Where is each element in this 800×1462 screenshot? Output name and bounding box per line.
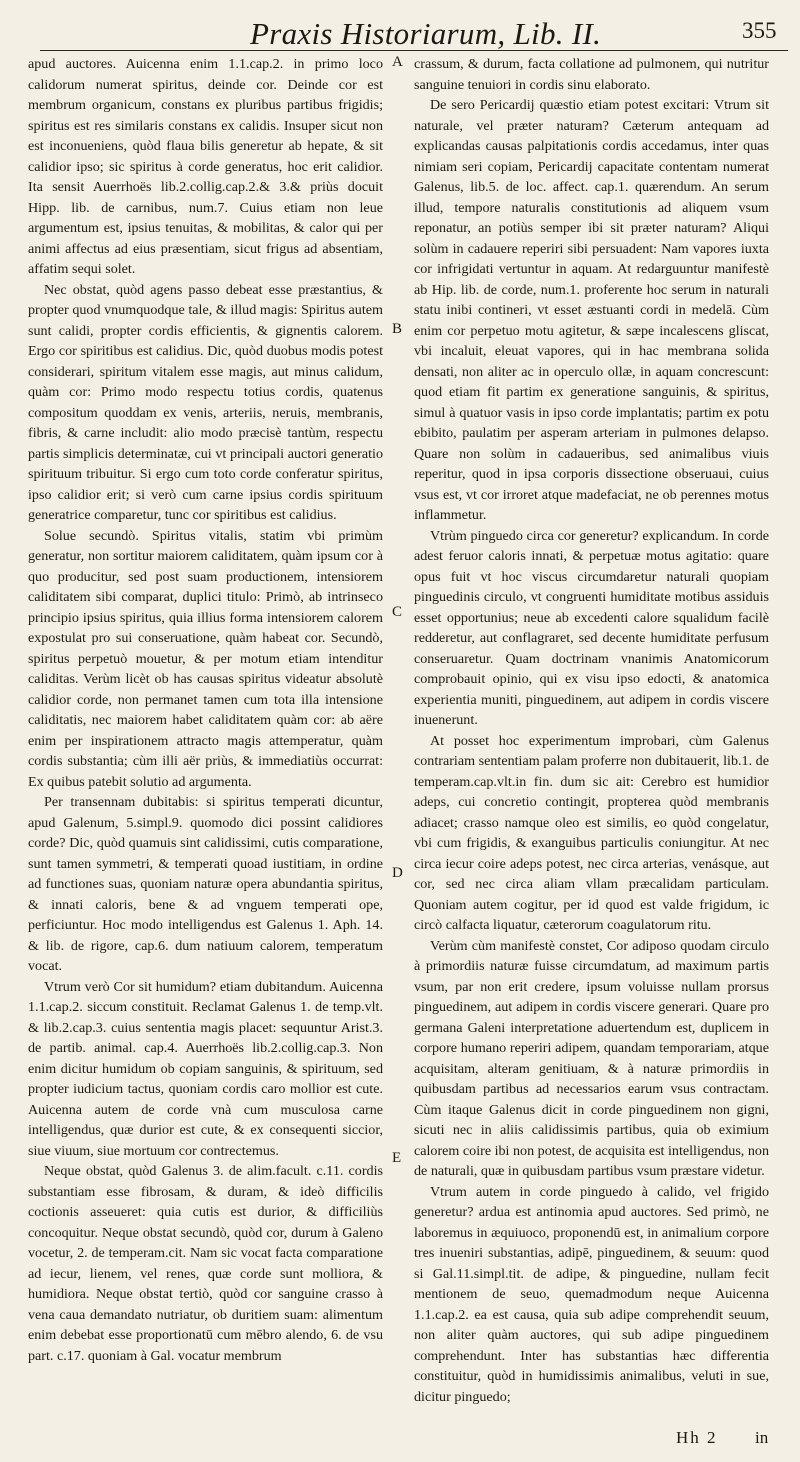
paragraph: Verùm cùm manifestè constet, Cor adiposo quodam circulo à primordiis naturæ fuisse circumdatum, ad maximum partis vsum, par non erit credere, ipsum voluisse nullam prorsus pinguedinem, aut adipem in cordis viscere generari. Quare pro germana Galeni interpretatione aduertendum est, duplicem in corpore humano reperiri adipem, quandam temporariam, atque acquisitam, alteram genitiuam, & à naturæ primordiis in quibusdam partibus ad necessarios earum vsus contractam. Cùm itaque Galenus dicit in corde pinguedinem non gigni, sicuti nec in aliis calidissimis partibus, quia ob eximium calorem coire ibi non potest, de acquisita est intelligendus, non de naturali, quæ in quibusdam partibus vsum præstare videtur.: [414, 937, 769, 1179]
margin-letter: C: [392, 604, 403, 620]
signature-mark: Hh 2: [676, 1428, 718, 1447]
header-rule: [40, 50, 788, 51]
margin-letter: E: [392, 1150, 402, 1166]
paragraph: Solue secundò. Spiritus vitalis, statim vbi primùm generatur, non sortitur maiorem caliditatem, quàm ipsum cor à quo producitur, sed post suam productionem, intensiorem caliditatem sibi comparat, duplici titulo: Primò, ab intrinseco principio ipsius spiritus, quia illius forma intensiorem calorem expostulat pro sui conseruatione, quàm habeat cor. Secundò, spiritus perpetuò mouetur, & per motum etiam intenditur caliditas. Verùm licèt ob has causas spiritus videatur absolutè calidior corde, non permanet tamen cum tota illa intensione caliditatis, nec maiorem habet caliditatem quàm cor: ab aëre enim per inspirationem attracto magis attemperatur, quàm cordis substantia; cùm illi aër priùs, & immediatiùs occurrat: Ex quibus patebit solutio ad argumenta.: [28, 527, 383, 790]
margin-letter: B: [392, 321, 403, 337]
margin-letter: D: [392, 865, 403, 881]
paragraph: crassum, & durum, facta collatione ad pulmonem, qui nutritur sanguine tenuiori in cordis sinu elaborato.: [414, 56, 769, 93]
page-number: 355: [742, 18, 777, 43]
paragraph: apud auctores. Auicenna enim 1.1.cap.2. in primo loco calidorum numerat spiritus, deinde cor. Deinde cor est membrum organicum, constans ex pluribus partibus frigidis; spiritus est res similaris constans ex calidis. Insuper sicut non est inconueniens, quòd flaua bilis generetur ab hepate, & sit calidior ipso; sic spiritus à corde generatus, hoc erit calidior. Ita sensit Auerrhoës lib.2.collig.cap.2.& 3.& priùs docuit Hipp. lib. de carnibus, num.7. Cuius etiam non leue argumentum est, ipsius tenuitas, & mobilitas, & calor qui per animi affectus ad eius præsentiam, sicut frigus ad absentiam, affatim sequi solet.: [28, 56, 383, 277]
catchword: in: [755, 1428, 769, 1447]
paragraph: Vtrum autem in corde pinguedo à calido, vel frigido generetur? ardua est antinomia apud auctores. Sed primò, ne laboremus in æquiuoco, proponendū est, in animalium corpore tres inueniri substantias, adipē, pinguedinem, & seuum: quod si Gal.11.simpl.tit. de adipe, & pinguedine, nullam fecit mentionem de seuo, quemadmodum neque Auicenna 1.1.cap.2. ea est causa, quia sub adipe comprehendit seuum, non aliter quàm auctores, qui sub adipe pinguedinem comprehendunt. Inter has substantias hæc differentia constituitur, quòd in humidissimis animalibus, veluti in sue, dicitur pinguedo;: [414, 1183, 769, 1405]
left-column: [28, 54, 383, 1366]
paragraph: Vtrùm pinguedo circa cor generetur? explicandum. In corde adest feruor caloris innati, & perpetuæ motus agitatio: quare opus fuit vt hoc viscus circumdaretur naturali quopiam pinguedinis circulo, vt congruenti humiditate motibus assiduis esset opportunius; neue ab excedenti calore squalidum facilè redderetur, aut conflagraret, sed decente humiditate perfusum conseruaretur. Quam doctrinam vnanimis Anatomicorum comprobauit opinio, qui ex visu ipso edocti, & anatomica experientia muniti, pinguedinem, aut adipem in cordis viscere inuenerunt.: [414, 527, 769, 728]
paragraph: Neque obstat, quòd Galenus 3. de alim.facult. c.11. cordis substantiam esse fibrosam, & duram, & ideò difficilis coctionis asseueret: quia cutis est durior, & difficiliùs concoquitur. Neque obstat secundò, quòd cor, durum à Galeno vocetur, 2. de temperam.cit. Nam sic vocat facta comparatione ad iecur, lienem, vel renes, quæ corde sunt molliora, & humidiora. Neque obstat tertiò, quòd cor sanguine crasso à vena caua demandato nutriatur, ob duritiem suam: alimentum enim debebat esse proportionatū cum mēbro alendo, 6. de vsu part. c.17. quoniam à Gal. vocatur membrum: [28, 1163, 383, 1364]
running-title: Praxis Historiarum, Lib. II.: [250, 16, 602, 51]
paragraph: Per transennam dubitabis: si spiritus temperati dicuntur, apud Galenum, 5.simpl.9. quomodo dici possint calidiores corde? Dic, quòd quamuis sint calidissimi, cutis comparatione, sunt tamen symmetri, & temperati quoad iustitiam, in ordine ad functiones suas, quoniam naturæ opera abundantia spiritus, & innati caloris, bene & ad vnguem temperati ope, perficiuntur. Hoc modo intelligendus est Galenus 1. Aph. 14. & lib. de rigore, cap.6. dum natiuum calorem, temperatum vocat.: [28, 794, 383, 974]
paragraph: De sero Pericardij quæstio etiam potest excitari: Vtrum sit naturale, vel præter naturam? Cæterum antequam ad explicandas causas palpitationis cordis accedamus, inter quas nimiam seri copiam, Pericardij capacitate contentam numerat Galenus, lib.5. de loc. affect. cap.1. quærendum. An serum illud, tempore naturalis constitutionis ad aliquem vsum reponatur, an potiùs semper ibi sit præter naturam? Aliqui solùm in cadauere reperiri sibi persuadent: Nam vapores iuxta cor infrigidati vertuntur in aquam. At redarguuntur manifestè ab Hip. lib. de corde, num.1. proferente hoc serum in naturali statu inibi contineri, vt esset æstuanti cordi in medelā. Cùm enim cor perpetuo motu agitetur, & sæpe incalescens gliscat, vbi incaluit, eleuat vapores, qui in hac membrana solida densati, non aliter ac in operculo ollæ, in aquam concrescunt: quod etiam fit partim ex generatione sanguinis, & spiritus, simul à quatuor vasis in ipso corde implantatis; partim ex potu ebibito, paulatim per asperam arteriam in pulmones delapso. Quare non solùm in cadaueribus, sed animalibus viuis reperitur, quod in ipsa corporis dissectione obseruaui, cuius vsus est, vt cor irroret atque madefaciat, ne ob perennes motus inflammetur.: [414, 97, 769, 523]
margin-letter: A: [392, 54, 403, 70]
page-footer: [0, 1424, 800, 1458]
paragraph: At posset hoc experimentum improbari, cùm Galenus contrariam sententiam palam proferre non dubitauerit, lib.1. de temperam.cap.vlt.in fin. dum sic ait: Cerebro est humidior adeps, cui concretio contingit, propterea quòd membranis adiacet; crasso namque oleo est similis, eo quòd congelatur, vbi cum frigidis, & exanguibus particulis coniungitur. At nec circa iecur coire adeps potest, nec circa arterias, venásque, aut cor, sed nec circa aliam vllam præcalidam particulam. Quoniam autem cogitur, per id quod est valde frigidum, ic circò calfacta liquatur, cæterorum coagulatorum ritu.: [414, 732, 769, 933]
page-header: [0, 10, 800, 50]
paragraph: Nec obstat, quòd agens passo debeat esse præstantius, & propter quod vnumquodque tale, & illud magis: Spiritus autem sunt calidi, propter cordis efficientis, & gignentis calorem. Ergo cor spiritibus est calidius. Dic, quòd duobus modis potest considerari, spiritum vitalem esse magis, aut minus calidum, quàm cor: Primo modo respectu totius cordis, quatenus compositum quoddam ex venis, arteriis, neruis, membranis, fibris, & carne includit: alio modo præcisè tantùm, respectu partis simplicis determinatæ, cui vt principali auctori generatio spirituum tribuitur. Si ergo cum toto corde conferatur spiritus, ipso calidior erit; si verò cum carne ipsius cordis spirituum generatrice comparetur, tunc cor spiritibus est calidius.: [28, 281, 383, 523]
paragraph: Vtrum verò Cor sit humidum? etiam dubitandum. Auicenna 1.1.cap.2. siccum constituit. Reclamat Galenus 1. de temp.vlt. & lib.2.cap.3. cuius sententia magis placet: sequuntur Arist.3. de partib. animal. cap.4. Auerrhoës lib.2.collig.cap.3. Non enim dicitur humidum ob copiam sanguinis, & spirituum, sed propter iudicium tactus, quoniam cordis caro mollior est cute. Auicenna autem de corde vnà cum musculosa carne intelligendus, quæ durior est cute, & ex consequenti siccior, siue viuum, siue mortuum cor contrectemus.: [28, 978, 383, 1159]
right-column: [414, 54, 769, 1407]
